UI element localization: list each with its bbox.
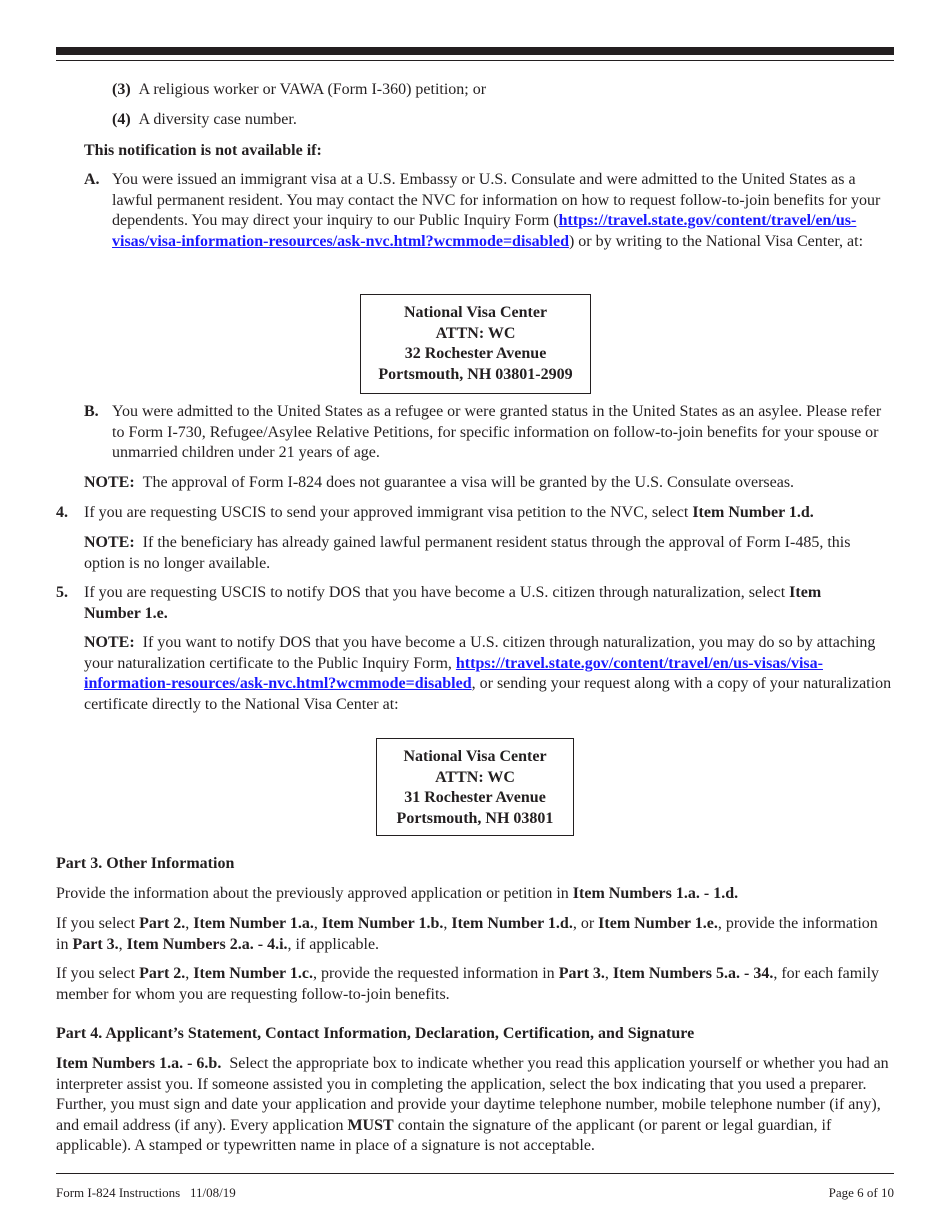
- list-item: (4) A diversity case number.: [112, 111, 297, 128]
- not-available-heading: This notification is not available if:: [84, 142, 322, 159]
- header-rule-thick: [56, 47, 894, 55]
- part4-heading: Part 4. Applicant’s Statement, Contact Information, Declaration, Certification, and Signature: [56, 1025, 695, 1042]
- item-a: A. You were issued an immigrant visa at a U.S. Embassy or U.S. Consulate and were admitted to the United States as a lawful permanent resident. You may contact the NVC for information on how to request follow-to-join benefits for your dependents. You may direct your inquiry to our Public Inquiry Form (https://travel.state.gov/content/travel/en/us-visas/visa-information-resources/ask-nvc.html?wcmmode=disabled) or by writing to the National Visa Center, at:: [84, 171, 881, 250]
- note-i485: NOTE: If the beneficiary has already gained lawful permanent resident status through the approval of Form I-485, this option is no longer available.: [84, 534, 851, 572]
- item-b: B. You were admitted to the United States as a refugee or were granted status in the United States as an asylee. Please refer to Form I-730, Refugee/Asylee Relative Petitions, for specific information on follow-to-join benefits for your spouse or unmarried children under 21 years of age.: [84, 403, 882, 461]
- part3-paragraph: If you select Part 2., Item Number 1.c., provide the requested information in Part 3., Item Numbers 5.a. - 34., for each family member for whom you are requesting follow-to-join benefits.: [56, 965, 880, 1003]
- footer-form-id: Form I-824 Instructions 11/08/19: [56, 1185, 236, 1200]
- item-4: 4. If you are requesting USCIS to send your approved immigrant visa petition to the NVC, select Item Number 1.d.: [56, 504, 814, 521]
- part3-heading: Part 3. Other Information: [56, 855, 235, 872]
- address-box: National Visa Center ATTN: WC 31 Rochester Avenue Portsmouth, NH 03801: [376, 738, 574, 836]
- note-visa: NOTE: The approval of Form I-824 does not guarantee a visa will be granted by the U.S. Consulate overseas.: [84, 474, 795, 491]
- note-naturalization: NOTE: If you want to notify DOS that you have become a U.S. citizen through naturalization, you may do so by attaching your naturalization certificate to the Public Inquiry Form, https://travel.state.gov/content/travel/en/us-visas/visa-information-resources/ask-nvc.html?wcmmode=disabled, or sending your request along with a copy of your naturalization certificate directly to the National Visa Center at:: [84, 634, 892, 713]
- header-rule-thin: [56, 60, 894, 61]
- ask-nvc-link[interactable]: https://travel.state.gov/content/travel/en/us-visas/visa-information-resources/ask-nvc.html?wcmmode=disabled: [84, 654, 823, 692]
- part4-paragraph: Item Numbers 1.a. - 6.b. Select the appropriate box to indicate whether you read this application yourself or whether you had an interpreter assist you. If someone assisted you in completing the application, select the box indicating that you used a preparer. Further, you must sign and date your application and provide your daytime telephone number, mobile telephone number (if any), and email address (if any). Every application MUST contain the signature of the applicant (or parent or legal guardian, if applicable). A stamped or typewritten name in place of a signature is not acceptable.: [56, 1055, 889, 1154]
- part3-paragraph: Provide the information about the previously approved application or petition in Item Numbers 1.a. - 1.d.: [56, 885, 739, 902]
- footer-page-number: Page 6 of 10: [828, 1185, 894, 1200]
- part3-paragraph: If you select Part 2., Item Number 1.a., Item Number 1.b., Item Number 1.d., or Item Number 1.e., provide the information in Part 3., Item Numbers 2.a. - 4.i., if applicable.: [56, 915, 878, 953]
- item-5: 5. If you are requesting USCIS to notify DOS that you have become a U.S. citizen through naturalization, select Item Number 1.e.: [56, 584, 822, 622]
- footer-rule: [56, 1173, 894, 1174]
- list-item: (3) A religious worker or VAWA (Form I-360) petition; or: [112, 81, 487, 98]
- address-box: National Visa Center ATTN: WC 32 Rochester Avenue Portsmouth, NH 03801-2909: [360, 294, 591, 394]
- ask-nvc-link[interactable]: https://travel.state.gov/content/travel/en/us-visas/visa-information-resources/ask-nvc.html?wcmmode=disabled: [112, 212, 857, 250]
